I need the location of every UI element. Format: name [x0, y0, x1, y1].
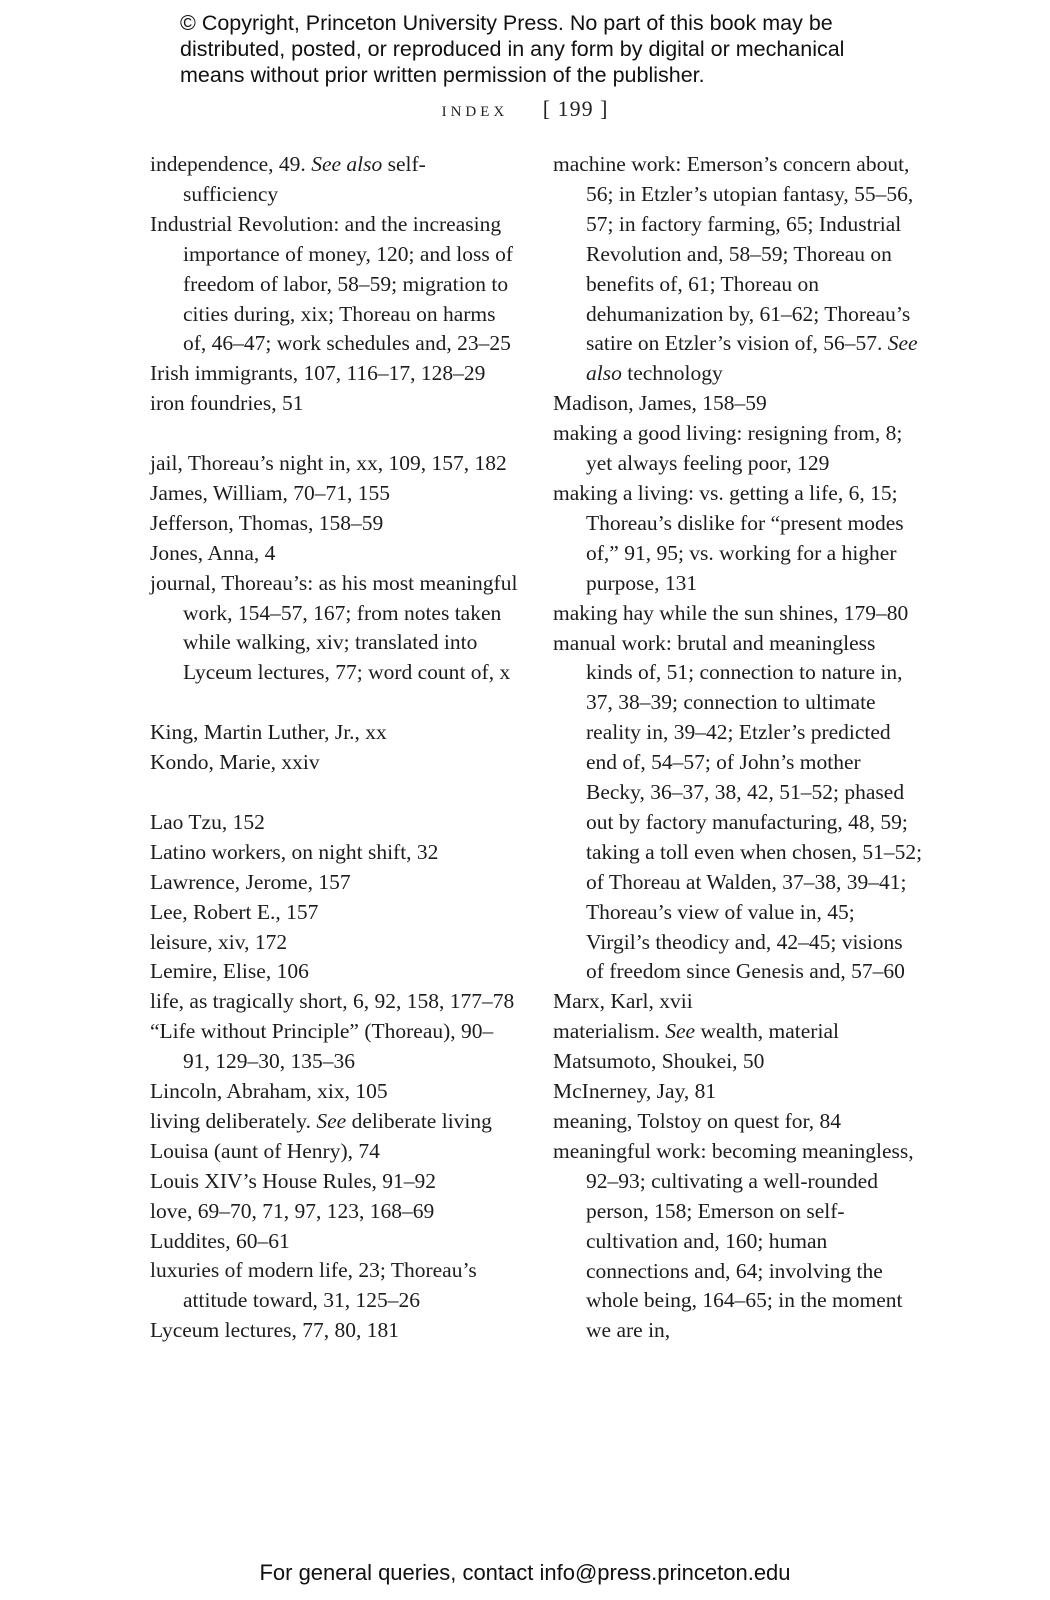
index-entry: leisure, xiv, 172 — [150, 929, 288, 954]
index-entry: making a good living: resigning from, 8; yet always feeling poor, 129 — [553, 421, 903, 476]
index-column-left — [150, 150, 520, 1346]
index-entry: Matsumoto, Shoukei, 50 — [553, 1049, 765, 1074]
index-entry: manual work: brutal and meaningless kinds of, 51; connection to nature in, 37, 38–39; connection to ultimate reality in, 39–42; Etzler’s predicted end of, 54–57; of John’s mother Becky, 36–37, 38, 42, 51–52; phased out by factory manufacturing, 48, 59; taking a toll even when chosen, 51–52; of Thoreau at Walden, 37–38, 39–41; Thoreau’s view of value in, 45; Virgil’s theodicy and, 42–45; visions of freedom since Genesis and, 57–60 — [553, 630, 923, 984]
index-entry: materialism. See wealth, material — [553, 1019, 839, 1044]
page-number: [ 199 ] — [542, 96, 609, 121]
index-entry: Lao Tzu, 152 — [150, 809, 265, 834]
index-column-right — [553, 150, 923, 1346]
index-entry: Jefferson, Thomas, 158–59 — [150, 510, 384, 535]
index-entry: making hay while the sun shines, 179–80 — [553, 600, 909, 625]
index-entry: Madison, James, 158–59 — [553, 391, 767, 416]
index-entry: Lawrence, Jerome, 157 — [150, 869, 351, 894]
index-entry: Kondo, Marie, xxiv — [150, 750, 320, 775]
index-entry: jail, Thoreau’s night in, xx, 109, 157, 182 — [150, 451, 507, 476]
index-entry: living deliberately. See deliberate living — [150, 1108, 492, 1133]
index-entry: machine work: Emerson’s concern about, 56; in Etzler’s utopian fantasy, 55–56, 57; in factory farming, 65; Industrial Revolution and, 58–59; Thoreau on benefits of, 61; Thoreau on dehumanization by, 61–62; Thoreau’s satire on Etzler’s vision of, 56–57. See also technology — [553, 152, 918, 386]
letter-group-gap — [150, 778, 520, 808]
index-entry: “Life without Principle” (Thoreau), 90–91, 129–30, 135–36 — [150, 1019, 494, 1074]
index-entry: meaning, Tolstoy on quest for, 84 — [553, 1109, 842, 1133]
index-entry: McInerney, Jay, 81 — [553, 1079, 717, 1104]
index-entry: life, as tragically short, 6, 92, 158, 177–78 — [150, 989, 515, 1014]
index-entry: journal, Thoreau’s: as his most meaningful work, 154–57, 167; from notes taken while walking, xiv; translated into Lyceum lectures, 77; word count of, x — [150, 570, 518, 685]
index-entry: making a living: vs. getting a life, 6, 15; Thoreau’s dislike for “present modes of,” 91, 95; vs. working for a higher purpose, 131 — [553, 480, 904, 595]
copyright-line: means without prior written permission of the publisher. — [180, 63, 705, 87]
copyright-line: distributed, posted, or reproduced in any form by digital or mechanical — [180, 37, 845, 61]
index-entry: Lemire, Elise, 106 — [150, 959, 309, 984]
index-entry: Louisa (aunt of Henry), 74 — [150, 1138, 380, 1163]
index-entry: Lyceum lectures, 77, 80, 181 — [150, 1318, 399, 1343]
index-entry: luxuries of modern life, 23; Thoreau’s attitude toward, 31, 125–26 — [150, 1258, 477, 1313]
copyright-notice — [180, 10, 940, 88]
index-entry: Jones, Anna, 4 — [150, 540, 276, 565]
running-head-title: index — [441, 96, 509, 121]
letter-group-gap — [150, 419, 520, 449]
index-entry: Louis XIV’s House Rules, 91–92 — [150, 1168, 437, 1193]
footer-contact: For general queries, contact info@press.princeton.edu — [259, 1560, 791, 1585]
index-entry: Lincoln, Abraham, xix, 105 — [150, 1079, 388, 1104]
index-entry: King, Martin Luther, Jr., xx — [150, 720, 387, 745]
index-entry: Lee, Robert E., 157 — [150, 899, 319, 924]
index-entry: independence, 49. See also self-sufficiency — [150, 152, 426, 206]
index-entry: Latino workers, on night shift, 32 — [150, 839, 439, 864]
running-head — [0, 96, 1050, 122]
index-entry: meaningful work: becoming meaningless, 92–93; cultivating a well-rounded person, 158; Emerson on self-cultivation and, 160; human connections and, 64; involving the whole being, 164–65; in the moment we are in, — [553, 1138, 914, 1343]
index-entry: Irish immigrants, 107, 116–17, 128–29 — [150, 361, 486, 386]
index-entry: iron foundries, 51 — [150, 391, 304, 416]
index-entry: James, William, 70–71, 155 — [150, 480, 390, 505]
index-entry: love, 69–70, 71, 97, 123, 168–69 — [150, 1198, 435, 1223]
copyright-line: © Copyright, Princeton University Press. No part of this book may be — [180, 11, 833, 35]
letter-group-gap — [150, 688, 520, 718]
index-entry: Industrial Revolution: and the increasing importance of money, 120; and loss of freedom of labor, 58–59; migration to cities during, xix; Thoreau on harms of, 46–47; work schedules and, 23–25 — [150, 211, 513, 356]
index-entry: Marx, Karl, xvii — [553, 989, 693, 1014]
index-entry: Luddites, 60–61 — [150, 1228, 290, 1253]
